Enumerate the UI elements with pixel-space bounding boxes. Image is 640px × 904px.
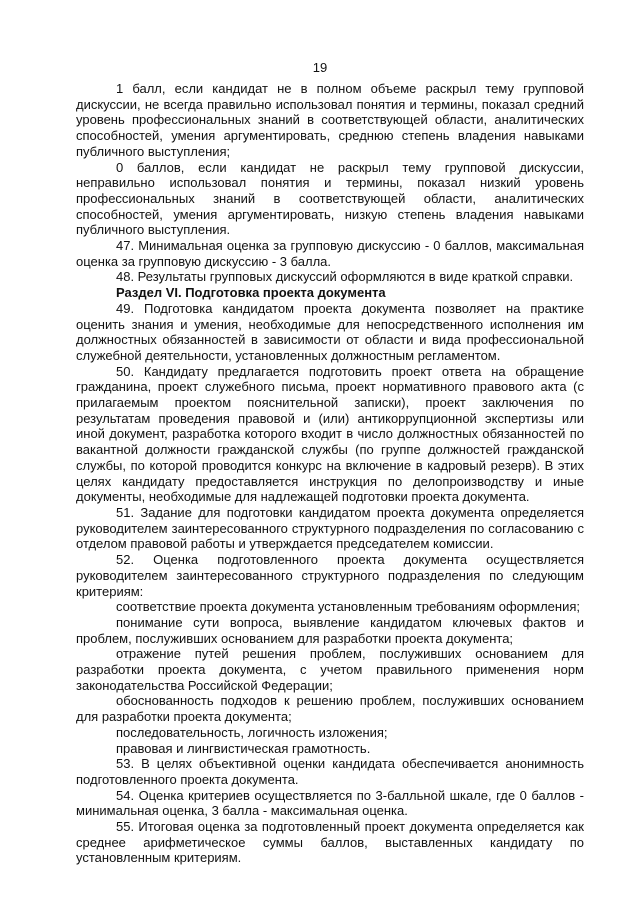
paragraph: 55. Итоговая оценка за подготовленный проект документа определяется как среднее арифметическое суммы баллов, выставленных кандидату по установленным критериям. <box>76 819 584 866</box>
criteria-item: соответствие проекта документа установленным требованиям оформления; <box>116 599 580 615</box>
criteria-item: последовательность, логичность изложения; <box>116 724 388 740</box>
criteria-item: понимание сути вопроса, выявление кандидатом ключевых фактов и проблем, послуживших основанием для разработки проекта документа; <box>76 614 584 646</box>
paragraph: 50. Кандидату предлагается подготовить проект ответа на обращение гражданина, проект служебного письма, проект нормативного правового акта (с прилагаемым проектом пояснительной записки), проект заключения по результатам проведения правовой и (или) антикоррупционной экспертизы или иной документ, разработка которого входит в число должностных обязанностей по вакантной должности гражданской службы (по группе должностей гражданской службы, по которой проводится конкурс на включение в кадровый резерв). В этих целях кандидату предоставляется инструкция по делопроизводству и иные документы, необходимые для надлежащей подготовки проекта документа. <box>76 363 584 505</box>
paragraph: 47. Минимальная оценка за групповую дискуссию - 0 баллов, максимальная оценка за групповую дискуссию - 3 балла. <box>76 238 584 269</box>
paragraph: 54. Оценка критериев осуществляется по 3-балльной шкале, где 0 баллов - минимальная оценка, 3 балла - максимальная оценка. <box>76 787 584 819</box>
criteria-item: правовая и лингвистическая грамотность. <box>116 740 371 756</box>
paragraph: 48. Результаты групповых дискуссий оформляются в виде краткой справки. <box>116 269 574 285</box>
paragraph: 51. Задание для подготовки кандидатом проекта документа определяется руководителем заинтересованного структурного подразделения по согласованию с отделом правовой работы и утверждается председателем комиссии. <box>76 504 584 552</box>
paragraph: 53. В целях объективной оценки кандидата обеспечивается анонимность подготовленного проекта документа. <box>76 756 584 787</box>
criteria-item: обоснованность подходов к решению проблем, послуживших основанием для разработки проекта документа; <box>76 693 584 725</box>
page-number: 19 <box>312 60 328 75</box>
paragraph: 49. Подготовка кандидатом проекта документа позволяет на практике оценить знания и умения, необходимые для непосредственного исполнения им должностных обязанностей в зависимости от области и вида профессиональной служебной деятельности, установленных должностным регламентом. <box>76 300 584 363</box>
section-heading: Раздел VI. Подготовка проекта документа <box>116 285 386 301</box>
paragraph: 1 балл, если кандидат не в полном объеме раскрыл тему групповой дискуссии, не всегда правильно использовал понятия и термины, показал средний уровень профессиональных знаний в соответствующей области, аналитических способностей, умения аргументировать, среднюю степень владения навыками публичного выступления; <box>76 81 584 159</box>
criteria-item: отражение путей решения проблем, послуживших основанием для разработки проекта документа, с учетом правильного применения норм законодательства Российской Федерации; <box>76 646 584 693</box>
paragraph: 52. Оценка подготовленного проекта документа осуществляется руководителем заинтересованного структурного подразделения по следующим критериям: <box>76 552 584 599</box>
document-body <box>76 81 584 866</box>
paragraph: 0 баллов, если кандидат не раскрыл тему групповой дискуссии, неправильно использовал понятия и термины, показал низкий уровень профессиональных знаний в соответствующей области, аналитических способностей, умения аргументировать, низкую степень владения навыками публичного выступления. <box>76 159 584 238</box>
